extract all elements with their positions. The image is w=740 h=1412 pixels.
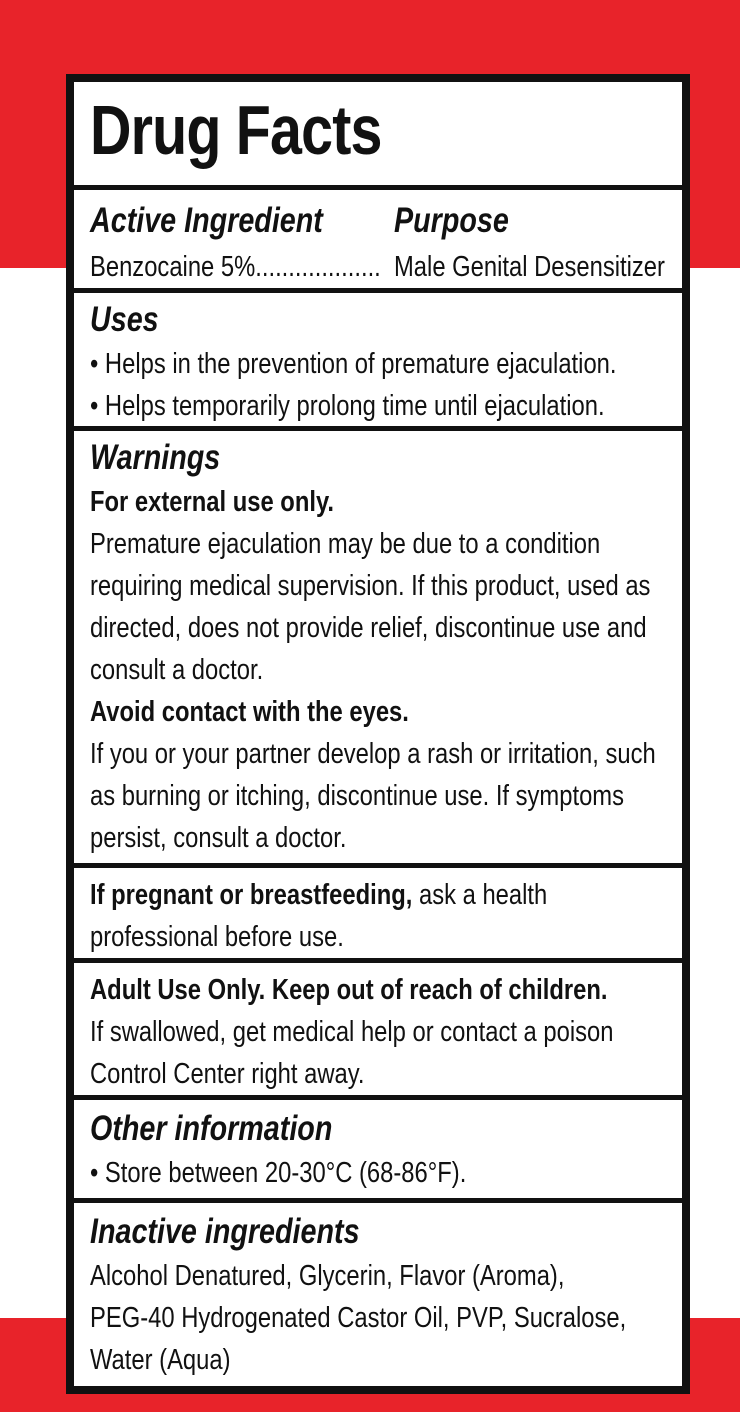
warning-text: Premature ejaculation may be due to a condition bbox=[90, 528, 601, 560]
pregnancy-line: If pregnant or breastfeeding, ask a health bbox=[90, 879, 548, 911]
title-section bbox=[74, 82, 682, 190]
pregnancy-line-2: professional before use. bbox=[90, 921, 344, 953]
other-information-section bbox=[74, 1100, 682, 1203]
inactive-ingredients-text: Water (Aqua) bbox=[90, 1344, 231, 1376]
adult-use-heading: Adult Use Only. Keep out of reach of children. bbox=[90, 974, 608, 1006]
inactive-ingredients-text: Alcohol Denatured, Glycerin, Flavor (Aroma), bbox=[90, 1260, 565, 1292]
other-information-heading: Other information bbox=[90, 1109, 333, 1148]
external-use-heading: For external use only. bbox=[90, 486, 335, 518]
purpose-heading: Purpose bbox=[394, 201, 509, 240]
active-value-row bbox=[90, 244, 668, 290]
adult-use-text: If swallowed, get medical help or contact a poison bbox=[90, 1016, 614, 1048]
warning-text: as burning or itching, discontinue use. If symptoms bbox=[90, 780, 624, 812]
warning-text: directed, does not provide relief, discontinue use and bbox=[90, 612, 647, 644]
uses-item: • Helps in the prevention of premature ejaculation. bbox=[90, 348, 617, 380]
warning-text: If you or your partner develop a rash or irritation, such bbox=[90, 738, 656, 770]
other-information-item: • Store between 20-30°C (68-86°F). bbox=[90, 1157, 467, 1189]
warnings-heading: Warnings bbox=[90, 438, 221, 477]
adult-use-text: Control Center right away. bbox=[90, 1058, 365, 1090]
drug-facts-inner bbox=[74, 82, 682, 1386]
uses-item: • Helps temporarily prolong time until ejaculation. bbox=[90, 390, 605, 422]
drug-facts-panel bbox=[66, 74, 690, 1394]
warning-text: requiring medical supervision. If this product, used as bbox=[90, 570, 651, 602]
drug-facts-title: Drug Facts bbox=[90, 91, 382, 169]
uses-heading: Uses bbox=[90, 300, 159, 339]
active-heading-row bbox=[90, 198, 668, 244]
warning-text: persist, consult a doctor. bbox=[90, 822, 347, 854]
warnings-section bbox=[74, 431, 682, 868]
pregnancy-section bbox=[74, 868, 682, 963]
inactive-ingredients-section bbox=[74, 1203, 682, 1386]
uses-section bbox=[74, 293, 682, 431]
purpose-value: Male Genital Desensitizer bbox=[394, 251, 665, 283]
inactive-ingredients-text: PEG-40 Hydrogenated Castor Oil, PVP, Sucralose, bbox=[90, 1302, 627, 1334]
inactive-ingredients-heading: Inactive ingredients bbox=[90, 1212, 360, 1251]
eyes-heading: Avoid contact with the eyes. bbox=[90, 696, 409, 728]
active-ingredient-section bbox=[74, 190, 682, 293]
adult-use-section bbox=[74, 963, 682, 1100]
active-ingredient-heading: Active Ingredient bbox=[90, 201, 323, 240]
ingredient-value: Benzocaine 5%................... bbox=[90, 251, 381, 283]
warning-text: consult a doctor. bbox=[90, 654, 264, 686]
